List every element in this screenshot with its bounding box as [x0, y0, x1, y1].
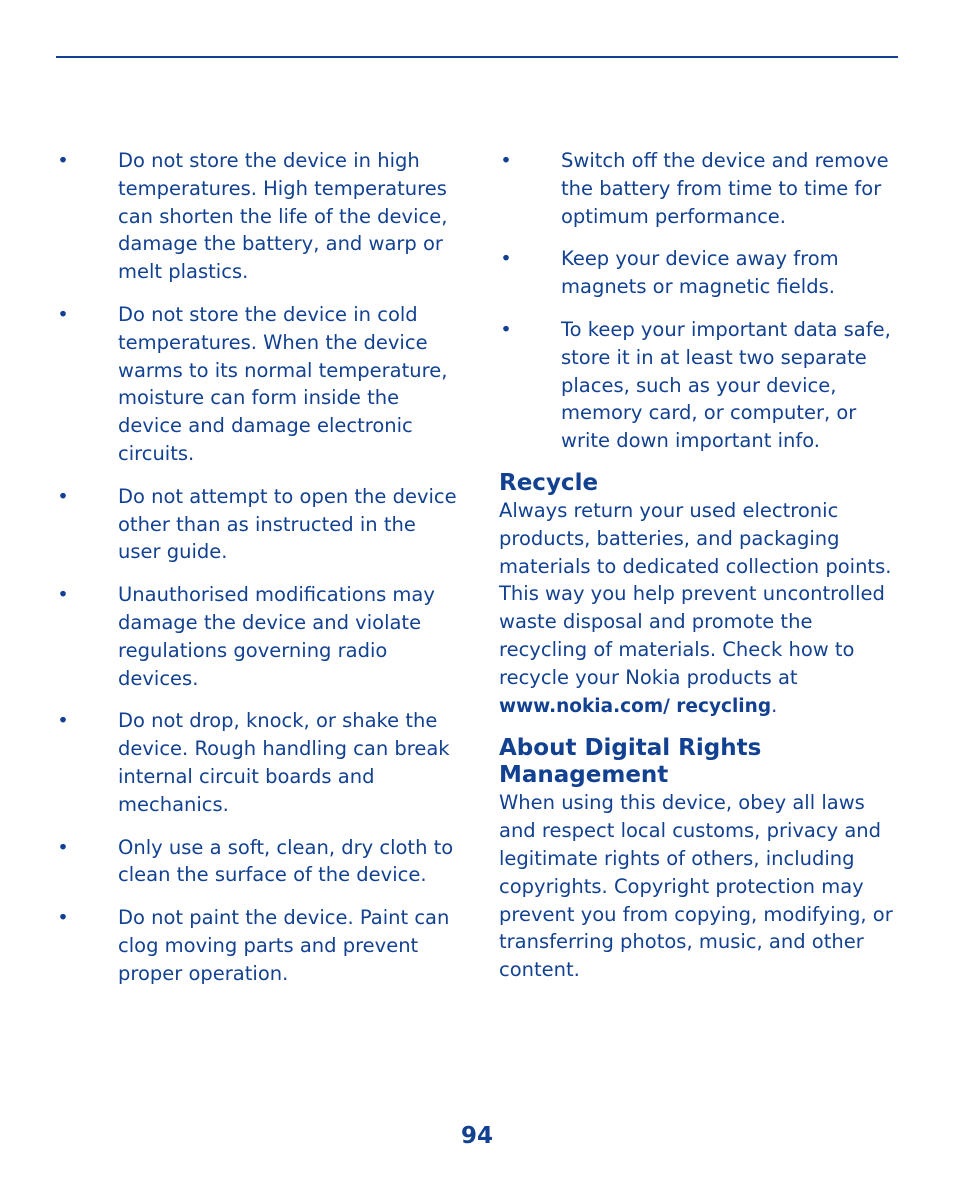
- bullet-icon: •: [500, 247, 512, 271]
- bullet-icon: •: [500, 317, 512, 341]
- bullet-icon: •: [57, 302, 69, 326]
- list-item: • Unauthorised modifications may damage the device and violate regulations governing radio devices.: [57, 583, 435, 690]
- bullet-icon: •: [57, 583, 69, 607]
- bullet-icon: •: [57, 149, 69, 172]
- drm-heading: About Digital Rights Management: [499, 735, 762, 789]
- page-number: 94: [460, 1123, 493, 1149]
- top-rule: [56, 56, 898, 58]
- left-column: [56, 147, 460, 1003]
- right-bullet-list: [499, 147, 899, 455]
- list-item: • Keep your device away from magnets or magnetic fields.: [500, 247, 839, 299]
- recycle-body: Always return your used electronic products, batteries, and packaging materials to dedicated collection points. This way you help prevent uncontrolled waste disposal and promote the recycling of materials. Check how to recycle your Nokia products at www.nokia.com/ recycling.: [499, 498, 892, 717]
- list-item: • Do not drop, knock, or shake the device. Rough handling can break internal circuit boards and mechanics.: [57, 709, 450, 816]
- list-item: • Do not paint the device. Paint can clog moving parts and prevent proper operation.: [57, 906, 450, 985]
- list-item: • Do not store the device in cold temperatures. When the device warms to its normal temperature, moisture can form inside the device and damage electronic circuits.: [57, 302, 448, 465]
- bullet-icon: •: [57, 709, 69, 733]
- bullet-icon: •: [57, 484, 69, 508]
- right-column: [499, 147, 899, 984]
- bullet-icon: •: [57, 906, 69, 930]
- list-item: • Do not store the device in high temperatures. High temperatures can shorten the life of the device, damage the battery, and warp or melt plastics.: [57, 149, 448, 284]
- bullet-icon: •: [500, 149, 512, 172]
- list-item: • Only use a soft, clean, dry cloth to clean the surface of the device.: [57, 835, 454, 887]
- recycling-link[interactable]: www.nokia.com/ recycling: [499, 695, 772, 717]
- list-item: • To keep your important data safe, store it in at least two separate places, such as your device, memory card, or computer, or write down important info.: [500, 317, 891, 453]
- list-item: • Do not attempt to open the device other than as instructed in the user guide.: [57, 484, 457, 564]
- bullet-icon: •: [57, 835, 69, 859]
- left-bullet-list: [56, 147, 460, 988]
- recycle-heading: Recycle: [499, 469, 599, 496]
- drm-body: When using this device, obey all laws and respect local customs, privacy and legitimate rights of others, including copyrights. Copyright protection may prevent you from copying, modifying, or transferring photos, music, and other content.: [499, 791, 893, 982]
- list-item: • Switch off the device and remove the battery from time to time for optimum performance.: [500, 149, 889, 228]
